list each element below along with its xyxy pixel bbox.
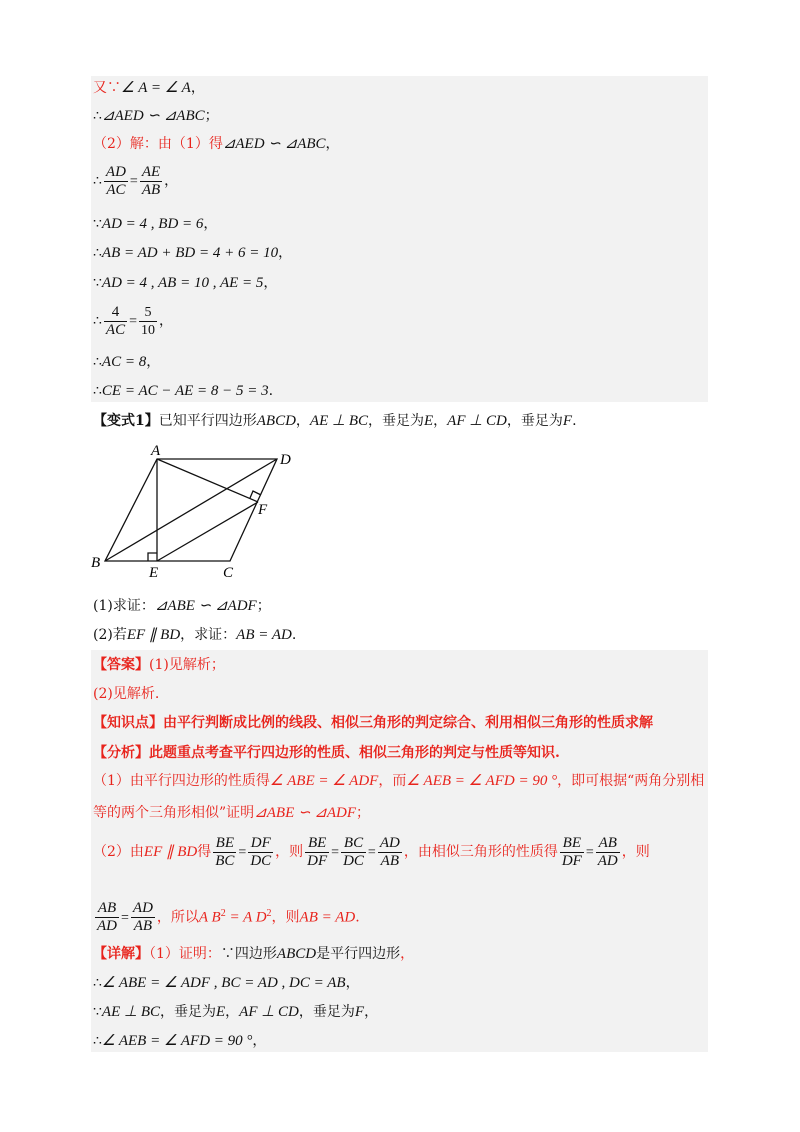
solution-line-3: （2）解：由（1）得⊿AED ∽ ⊿ABC， <box>93 136 340 152</box>
label-d: D <box>280 452 291 468</box>
analysis-part1-line2: 等的两个三角形相似”证明⊿ABE ∽ ⊿ADF； <box>93 805 371 821</box>
label-f: F <box>258 502 268 518</box>
fraction: $\frac{BE}{BC}$ <box>215 834 235 869</box>
solution-line-4: ∵AD = 4 , BD = 6， <box>93 216 218 232</box>
fraction: $\frac{AB}{AD}$ <box>97 900 117 935</box>
solution-line-5: ∴AB = AD + BD = 4 + 6 = 10， <box>93 245 293 261</box>
segment-af <box>157 459 258 502</box>
detail-line-2: ∴∠ ABE = ∠ ADF , BC = AD , DC = AB， <box>93 975 360 991</box>
label-a: A <box>151 443 161 459</box>
label-e: E <box>149 565 159 581</box>
variant-problem-statement: 【变式1】已知平行四边形ABCD，AE ⊥ BC，垂足为E，AF ⊥ CD，垂足为F. <box>93 413 577 429</box>
detail-line-1: 【详解】（1）证明：∵四边形ABCD是平行四边形， <box>93 946 415 962</box>
answer-line-1: 【答案】(1)见解析； <box>93 657 225 673</box>
fraction: $\frac{AB}{AD}$ <box>597 834 618 869</box>
label-c: C <box>223 565 234 581</box>
analysis-part2-line2: $\frac{AB}{AD}$ = $\frac{AD}{AB}$ ，所以A $B^2 = A$ $D^2$，则AB = AD. <box>97 900 360 935</box>
question-1: (1)求证：⊿ABE ∽ ⊿ADF； <box>93 598 271 614</box>
solution-line-2: ∴⊿AED ∽ ⊿ABC； <box>93 108 219 124</box>
fraction: $\frac{BE}{DF}$ <box>561 834 582 869</box>
fraction: $\frac{AD}{AB}$ <box>379 834 400 869</box>
parallelogram-figure <box>88 440 318 585</box>
fraction: $\frac{DF}{DC}$ <box>250 834 272 869</box>
solution-line-6: ∵AD = 4 , AB = 10 , AE = 5， <box>93 275 278 291</box>
solution-line-8: ∴CE = AC − AE = 8 − 5 = 3. <box>93 383 274 399</box>
analysis-intro: 【分析】此题重点考查平行四边形的性质、相似三角形的判定与性质等知识. <box>93 745 560 761</box>
right-angle-mark-e <box>148 553 157 561</box>
segment-ef <box>157 502 258 561</box>
fraction: $\frac{BE}{DF}$ <box>307 834 328 869</box>
solution-fraction-line-1: ∴ $\frac{AD}{AC}$ = $\frac{AE}{AB}$ ， <box>93 163 179 198</box>
fraction: $\frac{5}{10}$ <box>141 304 155 338</box>
fraction: $\frac{AE}{AB}$ <box>141 163 161 198</box>
analysis-part1-line1: （1）由平行四边形的性质得∠ ABE = ∠ ADF，而∠ AEB = ∠ AFD = 90 °，即可根据“两角分别相 <box>93 773 705 789</box>
fraction: $\frac{4}{AC}$ <box>105 303 126 338</box>
detail-line-3: ∵AE ⊥ BC，垂足为E，AF ⊥ CD，垂足为F， <box>93 1004 379 1020</box>
knowledge-point: 【知识点】由平行判断成比例的线段、相似三角形的判定综合、利用相似三角形的性质求解 <box>93 715 653 731</box>
label-b: B <box>91 555 101 571</box>
solution-line-1: 又∵∠ A = ∠ A， <box>93 80 205 96</box>
detail-line-4: ∴∠ AEB = ∠ AFD = 90 °， <box>93 1033 267 1049</box>
solution-fraction-line-2: ∴ $\frac{4}{AC}$ = $\frac{5}{10}$ ， <box>93 303 173 338</box>
answer-line-2: (2)见解析. <box>93 686 160 702</box>
fraction: $\frac{BC}{DC}$ <box>343 834 364 869</box>
fraction: $\frac{AD}{AB}$ <box>132 900 153 935</box>
fraction: $\frac{AD}{AC}$ <box>105 163 126 198</box>
analysis-part2-line1: （2）由EF ∥ BD得 $\frac{BE}{BC}$ = $\frac{DF}{DC}$ ，则 $\frac{BE}{DF}$ = $\frac{BC}{DC}$ = $\frac{AD}{AB}$ ，由相似三角形的性质得 $\frac{BE}{DF}$ = $\frac{AB}{AD}$ ，则 <box>93 834 650 869</box>
solution-line-7: ∴AC = 8， <box>93 354 161 370</box>
question-2: (2)若EF ∥ BD，求证：AB = AD. <box>93 627 297 643</box>
